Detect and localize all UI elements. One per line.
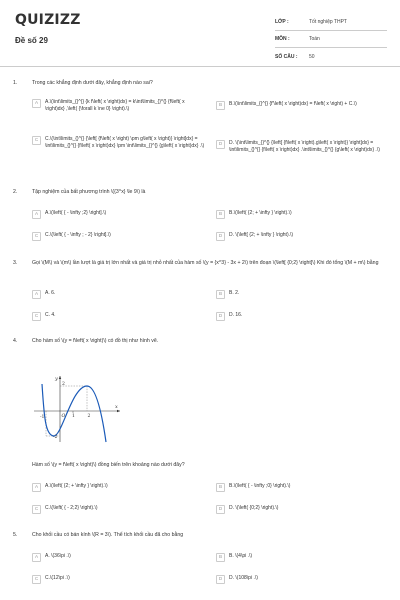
question-number: 3.	[13, 260, 18, 266]
option-text: A.\(\int\limits_{}^{} {k f\left( x \right)dx} = k\int\limits_{}^{} {f\left( x \right)dx} ,\left( {\forall k \ne 0} \right).\)	[45, 99, 185, 112]
question-text: Trong các khẳng định dưới đây, khẳng định nào sai?	[32, 80, 153, 86]
option-d[interactable]	[216, 505, 386, 514]
question-text: Gọi \(M\) và \(m\) lần lượt là giá trị lớn nhất và giá trị nhỏ nhất của hàm số \(y = {x^3} - 3x + 2\) trên đoạn \(\left[ {0;2} \right]\) Khi đó tổng \(M + m\) bằng	[32, 260, 379, 266]
option-letter: B	[216, 210, 225, 219]
option-d[interactable]	[216, 232, 386, 241]
option-letter: C	[32, 232, 41, 241]
option-a[interactable]	[32, 483, 202, 492]
question-text: Cho khối cầu có bán kính \(R = 3\). Thể tích khối cầu đã cho bằng	[32, 532, 184, 538]
option-text: C.\(\left( { - 2;2} \right).\)	[45, 505, 98, 511]
option-letter: D	[216, 312, 225, 321]
question-text: Tập nghiệm của bất phương trình \({3^x} \le 9\) là	[32, 189, 146, 195]
question-text: Cho hàm số \(y = f\left( x \right)\) có đồ thị như hình vẽ.	[32, 338, 159, 344]
option-text: A.\(\left( { - \infty ;2} \right].\)	[45, 210, 107, 216]
option-text: B.\(\left( {2; + \infty } \right).\)	[229, 210, 292, 216]
option-c[interactable]	[32, 232, 202, 241]
option-letter: B	[216, 553, 225, 562]
label-origin: O	[61, 414, 66, 419]
option-letter: C	[32, 505, 41, 514]
quizizz-logo: QUIZIZZ	[15, 12, 81, 28]
option-text: C. 4.	[45, 312, 56, 318]
option-b[interactable]	[216, 101, 386, 110]
option-text: D. \(\left[ {2; + \infty } \right).\)	[229, 232, 294, 238]
option-text: B. \(4\pi .\)	[229, 553, 253, 559]
option-letter: A	[32, 290, 41, 299]
option-b[interactable]	[216, 290, 386, 299]
meta-row-subject	[275, 31, 387, 48]
y-label: y	[55, 376, 58, 382]
question-number: 2.	[13, 189, 18, 195]
label-x2: 2	[87, 414, 91, 419]
option-letter: C	[32, 136, 41, 145]
meta-value: 50	[309, 53, 315, 60]
meta-table	[275, 14, 387, 65]
y-axis-arrow	[59, 376, 61, 379]
option-a[interactable]	[32, 290, 202, 299]
option-c[interactable]	[32, 575, 202, 584]
question-number: 5.	[13, 532, 18, 538]
meta-value: Toán	[309, 36, 320, 42]
option-b[interactable]	[216, 210, 386, 219]
option-c[interactable]	[32, 505, 202, 514]
meta-label: LỚP :	[275, 19, 289, 25]
label-xneg1: -1	[40, 415, 45, 420]
option-text: C.\(12\pi .\)	[45, 575, 70, 581]
option-letter: B	[216, 101, 225, 110]
option-letter: A	[32, 483, 41, 492]
option-text: B. 2.	[229, 290, 240, 296]
option-letter: D	[216, 232, 225, 241]
option-text: A.\(\left( {2; + \infty } \right).\)	[45, 483, 108, 489]
question-text: Hàm số \(y = f\left( x \right)\) đồng biến trên khoảng nào dưới đây?	[32, 462, 185, 468]
option-letter: B	[216, 483, 225, 492]
meta-label: SỐ CÂU :	[275, 53, 298, 60]
option-letter: D	[216, 505, 225, 514]
option-text: C.\(\left( { - \infty ; - 2} \right].\)	[45, 232, 111, 238]
option-b[interactable]	[216, 483, 386, 492]
option-letter: C	[32, 312, 41, 321]
option-letter: D	[216, 140, 225, 149]
option-text: D. \(108\pi .\)	[229, 575, 258, 581]
option-text: B.\(\left( { - \infty ;0} \right).\)	[229, 483, 291, 489]
option-letter: A	[32, 99, 41, 108]
label-yneg2: -2	[53, 435, 58, 440]
x-axis-arrow	[117, 410, 120, 412]
doc-title: Đề số 29	[15, 36, 48, 45]
option-d[interactable]	[216, 312, 386, 321]
function-graph	[32, 374, 122, 444]
label-x1: 1	[72, 414, 75, 419]
option-text: A. \(36\pi .\)	[45, 553, 71, 559]
header-divider	[0, 66, 400, 67]
option-letter: B	[216, 290, 225, 299]
option-text: C.\(\int\limits_{}^{} {\left[ {f\left( x \right) \pm g\left( x \right)} \right]dx} = \int\limits_{}^{} {f\left( x \right)dx} \pm \int\limits_{}^{} {g\left( x \right)dx} .\)	[45, 136, 205, 149]
option-a[interactable]	[32, 99, 192, 112]
option-letter: C	[32, 575, 41, 584]
option-d[interactable]	[216, 140, 388, 153]
option-a[interactable]	[32, 553, 202, 562]
option-letter: A	[32, 553, 41, 562]
option-text: D. \(\left( {0;2} \right).\)	[229, 505, 279, 511]
option-text: A. 6.	[45, 290, 56, 296]
x-label: x	[115, 404, 118, 410]
option-text: D. 16.	[229, 312, 243, 318]
meta-label: MÔN :	[275, 36, 290, 42]
option-letter: D	[216, 575, 225, 584]
option-a[interactable]	[32, 210, 202, 219]
meta-row-count	[275, 48, 387, 65]
option-c[interactable]	[32, 312, 202, 321]
function-curve	[42, 384, 106, 442]
page-header	[0, 0, 400, 66]
option-c[interactable]	[32, 136, 210, 149]
option-b[interactable]	[216, 553, 386, 562]
option-text: B.\(\int\limits_{}^{} {f'\left( x \right)dx} = f\left( x \right) + C.\)	[229, 101, 357, 107]
option-text: D. \(\int\limits_{}^{} {\left[ {f\left( x \right).g\left( x \right)} \right]dx} = \int\limits_{}^{} {f\left( x \right)dx} .\int\limits_{}^{} {g\left( x \right)dx} .\)	[229, 140, 380, 153]
option-d[interactable]	[216, 575, 386, 584]
question-number: 4.	[13, 338, 18, 344]
option-letter: A	[32, 210, 41, 219]
meta-value: Tốt nghiệp THPT	[309, 19, 347, 25]
label-y2: 2	[62, 382, 65, 387]
question-number: 1.	[13, 80, 18, 86]
meta-row-class	[275, 14, 387, 31]
